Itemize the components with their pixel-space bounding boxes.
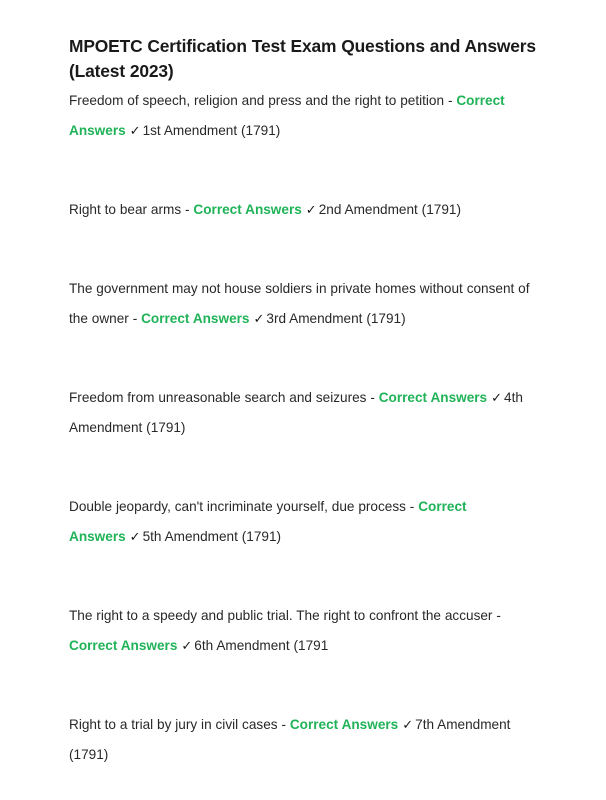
separator: -: [181, 202, 194, 217]
answer-text: 7th Amendment (1791): [69, 717, 511, 762]
qa-item: [69, 274, 539, 334]
question-text: The government may not house soldiers in private homes without consent of the owner: [69, 281, 530, 326]
correct-answers-label: Correct Answers: [141, 311, 250, 326]
separator: -: [277, 717, 290, 732]
answer-text: 1st Amendment (1791): [142, 123, 281, 138]
check-icon: ✓: [129, 123, 141, 138]
question-text: Double jeopardy, can't incriminate yourself, due process: [69, 499, 406, 514]
check-icon: ✓: [491, 390, 503, 405]
check-icon: ✓: [129, 529, 141, 544]
check-icon: ✓: [253, 311, 265, 326]
correct-answers-label: Correct Answers: [69, 499, 467, 544]
separator: -: [405, 499, 419, 514]
answer-text: 2nd Amendment (1791): [318, 202, 461, 217]
question-text: Freedom from unreasonable search and seizures: [69, 390, 367, 405]
separator: -: [366, 390, 379, 405]
qa-item: [69, 710, 539, 770]
separator: -: [444, 93, 457, 108]
check-icon: ✓: [181, 638, 193, 653]
correct-answers-label: Correct Answers: [69, 638, 178, 653]
page-title: MPOETC Certification Test Exam Questions and Answers (Latest 2023): [69, 36, 536, 81]
correct-answers-label: Correct Answers: [69, 93, 505, 138]
answer-text: 3rd Amendment (1791): [266, 311, 406, 326]
correct-answers-label: Correct Answers: [378, 390, 488, 405]
answer-text: 5th Amendment (1791): [142, 529, 282, 544]
question-text: Right to bear arms: [69, 202, 182, 217]
qa-item: [69, 492, 539, 552]
qa-item: [69, 86, 539, 146]
check-icon: ✓: [305, 202, 317, 217]
separator: -: [492, 608, 501, 623]
separator: -: [128, 311, 142, 326]
answer-text: 4th Amendment (1791): [69, 390, 523, 435]
qa-item: [69, 195, 539, 225]
question-text: Freedom of speech, religion and press and the right to petition: [69, 93, 445, 108]
question-text: Right to a trial by jury in civil cases: [69, 717, 278, 732]
qa-item: [69, 601, 539, 661]
qa-item: [69, 383, 539, 443]
correct-answers-label: Correct Answers: [289, 717, 399, 732]
check-icon: ✓: [402, 717, 414, 732]
question-text: The right to a speedy and public trial. The right to confront the accuser: [69, 608, 493, 623]
correct-answers-label: Correct Answers: [193, 202, 302, 217]
answer-text: 6th Amendment (1791: [194, 638, 329, 653]
document-content: [69, 34, 539, 770]
